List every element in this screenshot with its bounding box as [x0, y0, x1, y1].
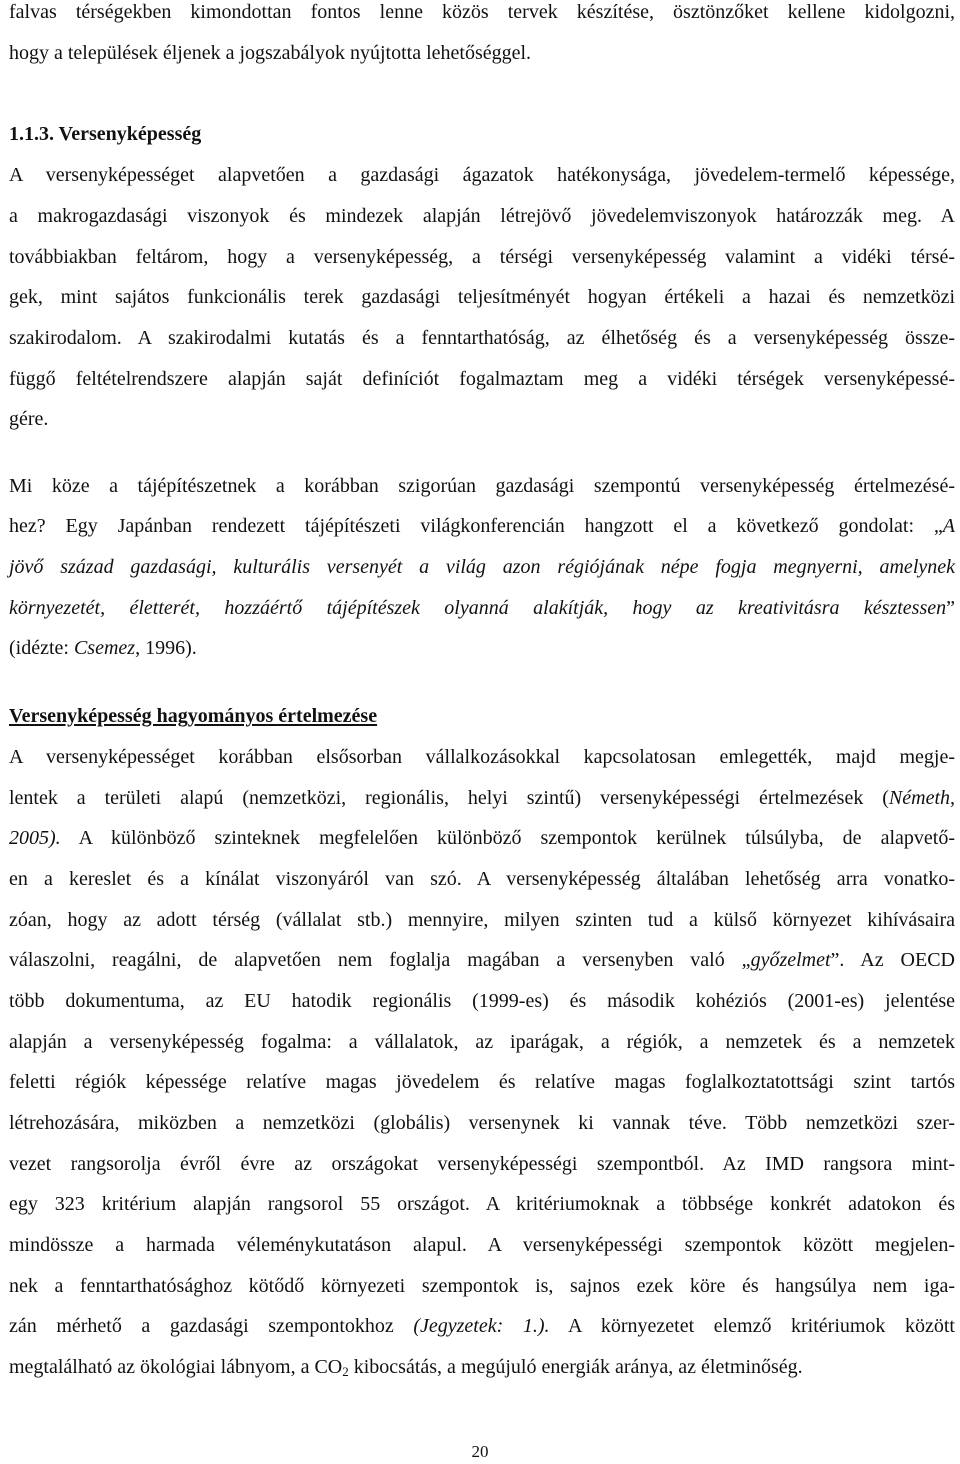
p3-line-16-end: kibocsátás, a megújuló energiák aránya, az életminőség. — [348, 1356, 803, 1378]
p1-line-3: továbbiakban feltárom, hogy a versenyképesség, a térségi versenyképesség valamint a vidéki térsé- — [9, 246, 955, 268]
co2-subscript: 2 — [342, 1364, 349, 1379]
p2-line-5 — [9, 636, 955, 660]
p3-line-6 — [9, 948, 955, 972]
p3-line-15-text: zán mérhető a gazdasági szempontokhoz — [9, 1315, 414, 1337]
intro-line-1: falvas térségekben kimondottan fontos lenne közös tervek készítése, ösztönzőket kellene kidolgozni, — [9, 1, 955, 23]
section-heading: 1.1.3. Versenyképesség — [9, 123, 202, 145]
citation-prefix: (idézte: — [9, 637, 74, 659]
p3-line-2 — [9, 786, 955, 810]
p3-line-9: feletti régiók képessége relatíve magas jövedelem és relatíve magas foglalkoztatottsági szint tartós — [9, 1071, 955, 1093]
p1-line-7: gére. — [9, 408, 49, 430]
quote-text-1: jövő század gazdasági, kulturális versenyét a világ azon régiójának népe fogja megnyerni, amelynek — [9, 556, 955, 578]
p3-line-3 — [9, 826, 955, 850]
citation-author: Csemez — [73, 637, 136, 659]
citation-nemeth: Németh, — [888, 787, 955, 809]
p2-line-2 — [9, 514, 955, 538]
citation-year: , 1996). — [135, 637, 197, 659]
p2-line-4 — [9, 596, 955, 620]
p1-line-6: függő feltételrendszere alapján saját definíciót fogalmaztam meg a vidéki térségek versenyképessé- — [9, 368, 955, 390]
p3-line-15-end: A környezetet elemző kritériumok között — [549, 1315, 955, 1337]
p3-line-1: A versenyképességet korábban elsősorban vállalkozásokkal kapcsolatosan emlegették, majd megje- — [9, 746, 955, 768]
p1-line-4: gek, mint sajátos funkcionális terek gazdasági teljesítményét hogyan értékeli a hazai és nemzetközi — [9, 286, 955, 308]
p3-line-7: több dokumentuma, az EU hatodik regionális (1999-es) és második kohéziós (2001-es) jelentése — [9, 990, 955, 1012]
p3-line-14: nek a fenntarthatósághoz kötődő környezeti szempontok is, sajnos ezek köre és hangsúlya nem iga- — [9, 1275, 955, 1297]
quote-close-mark: ” — [946, 597, 955, 619]
italic-jegyzetek: (Jegyzetek: 1.). — [413, 1315, 550, 1337]
page-number: 20 — [471, 1442, 489, 1461]
p3-line-6-end: ”. Az OECD — [830, 949, 956, 971]
citation-year-2005: 2005). — [9, 827, 61, 849]
italic-gyozelmet: győzelmet — [750, 949, 831, 971]
intro-line-2: hogy a települések éljenek a jogszabályok nyújtotta lehetőséggel. — [9, 42, 532, 64]
p1-line-2: a makrogazdasági viszonyok és mindezek alapján létrejövő jövedelemviszonyok határozzák meg. A — [9, 205, 955, 227]
p3-line-6-text: válaszolni, reagálni, de alapvetően nem foglalja magában a versenyben való „ — [9, 949, 751, 971]
quote-start: A — [942, 515, 955, 537]
p3-line-15 — [9, 1314, 955, 1338]
p3-line-8: alapján a versenyképesség fogalma: a vállalatok, az iparágak, a régiók, a nemzetek és a nemzetek — [9, 1031, 955, 1053]
p3-line-11: vezet rangsorolja évről évre az országokat versenyképességi szempontból. Az IMD rangsora mint- — [9, 1153, 955, 1175]
quote-text-2: környezetét, életterét, hozzáértő tájépítészek olyanná alakítják, hogy az kreativitásra késztessen — [9, 597, 947, 619]
p1-line-5: szakirodalom. A szakirodalmi kutatás és a fenntarthatóság, az élhetőség és a versenyképesség össze- — [9, 327, 955, 349]
p2-line-3 — [9, 555, 955, 579]
p3-line-2-text: lentek a területi alapú (nemzetközi, regionális, helyi szintű) versenyképességi értelmezések ( — [9, 787, 889, 809]
p3-line-5: zóan, hogy az adott térség (vállalat stb.) mennyire, milyen szinten tud a külső környezet kihívásaira — [9, 909, 955, 931]
p2-line-1: Mi köze a tájépítészetnek a korábban szigorúan gazdasági szempontú versenyképesség értelmezésé- — [9, 475, 955, 497]
p3-line-4: en a kereslet és a kínálat viszonyáról van szó. A versenyképesség általában lehetőség arra vonatko- — [9, 868, 955, 890]
subheading: Versenyképesség hagyományos értelmezése — [9, 705, 378, 727]
p2-line-2-text: hez? Egy Japánban rendezett tájépítészeti világkonferencián hangzott el a következő gondolat: „ — [9, 515, 943, 537]
p3-line-13: mindössze a harmada véleménykutatáson alapul. A versenyképességi szempontok között megjelen- — [9, 1234, 955, 1256]
p3-line-3-text: A különböző szinteknek megfelelően különböző szempontok kerülnek túlsúlyba, de alapvető- — [60, 827, 955, 849]
p3-line-10: létrehozására, miközben a nemzetközi (globális) versenynek ki vannak téve. Több nemzetközi szer- — [9, 1112, 955, 1134]
p1-line-1: A versenyképességet alapvetően a gazdasági ágazatok hatékonysága, jövedelem-termelő képessége, — [9, 164, 955, 186]
p3-line-16 — [9, 1355, 955, 1379]
p3-line-16-text: megtalálható az ökológiai lábnyom, a CO — [9, 1356, 343, 1378]
p3-line-12: egy 323 kritérium alapján rangsorol 55 országot. A kritériumoknak a többsége konkrét adatokon és — [9, 1193, 955, 1215]
